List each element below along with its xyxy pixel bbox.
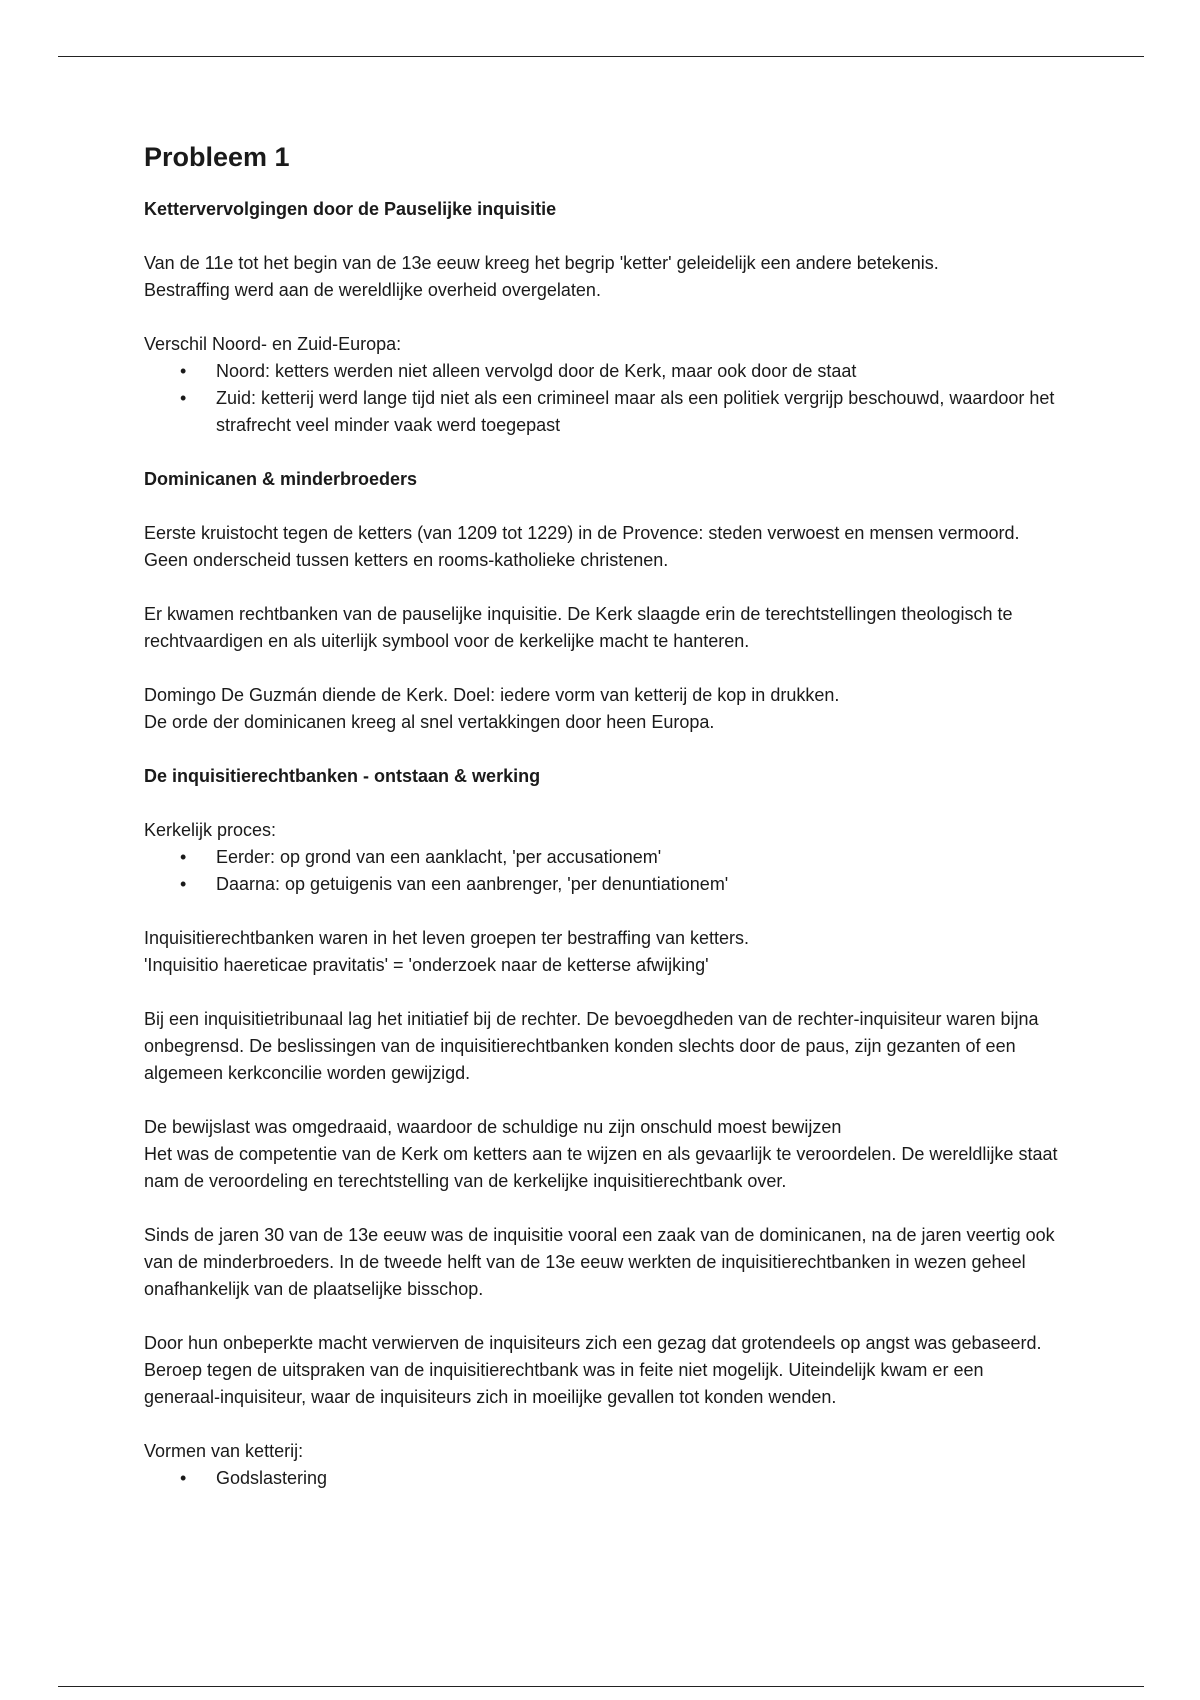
paragraph: Er kwamen rechtbanken van de pauselijke inquisitie. De Kerk slaagde erin de terechtstellingen theologisch te rechtvaardigen en als uiterlijk symbool voor de kerkelijke macht te hanteren. — [144, 604, 1013, 651]
list-label: Verschil Noord- en Zuid-Europa: — [144, 334, 402, 354]
list-item: • Noord: ketters werden niet alleen vervolgd door de Kerk, maar ook door de staat — [216, 358, 1064, 385]
paragraph-line: Bestraffing werd aan de wereldlijke overheid overgelaten. — [144, 280, 601, 300]
bullet-list — [144, 844, 1064, 898]
paragraph-line: Domingo De Guzmán diende de Kerk. Doel: iedere vorm van ketterij de kop in drukken. — [144, 685, 840, 705]
paragraph — [144, 682, 1064, 736]
paragraph: Eerste kruistocht tegen de ketters (van 1209 tot 1229) in de Provence: steden verwoest en mensen vermoord. Geen onderscheid tussen ketters en rooms-katholieke christenen. — [144, 523, 1020, 570]
paragraph: Door hun onbeperkte macht verwierven de inquisiteurs zich een gezag dat grotendeels op angst was gebaseerd. Beroep tegen de uitspraken van de inquisitierechtbank was in feite niet mogelijk. Uiteindelijk kwam er een generaal-inquisiteur, waar de inquisiteurs zich in moeilijke gevallen tot konden wenden. — [144, 1333, 1042, 1407]
paragraph-line: 'Inquisitio haereticae pravitatis' = 'onderzoek naar de ketterse afwijking' — [144, 955, 709, 975]
bullet-icon: • — [180, 1468, 187, 1488]
bullet-icon: • — [180, 361, 187, 381]
section-heading: Kettervervolgingen door de Pauselijke inquisitie — [144, 199, 557, 219]
paragraph: Bij een inquisitietribunaal lag het initiatief bij de rechter. De bevoegdheden van de rechter-inquisiteur waren bijna onbegrensd. De beslissingen van de inquisitierechtbanken konden slechts door de paus, zijn gezanten of een algemeen kerkconcilie worden gewijzigd. — [144, 1009, 1039, 1083]
paragraph — [144, 925, 1064, 979]
bullet-list — [144, 358, 1064, 439]
paragraph-line: Het was de competentie van de Kerk om ketters aan te wijzen en als gevaarlijk te veroordelen. De wereldlijke staat nam de veroordeling en terechtstelling van de kerkelijke inquisitierechtbank over. — [144, 1144, 1058, 1191]
section-heading: De inquisitierechtbanken - ontstaan & werking — [144, 766, 541, 786]
paragraph — [144, 250, 1064, 304]
paragraph-line: Van de 11e tot het begin van de 13e eeuw kreeg het begrip 'ketter' geleidelijk een andere betekenis. — [144, 253, 939, 273]
list-item: • Godslastering — [216, 1465, 1064, 1492]
bullet-icon: • — [180, 388, 187, 408]
bullet-icon: • — [180, 874, 187, 894]
page-title: Probleem 1 — [144, 142, 290, 172]
footer-rule — [58, 1686, 1144, 1687]
document-body — [144, 140, 1064, 1519]
paragraph-line: Inquisitierechtbanken waren in het leven groepen ter bestraffing van ketters. — [144, 928, 750, 948]
paragraph: Sinds de jaren 30 van de 13e eeuw was de inquisitie vooral een zaak van de dominicanen, na de jaren veertig ook van de minderbroeders. In de tweede helft van de 13e eeuw werkten de inquisitierechtbanken in wezen geheel onafhankelijk van de plaatselijke bisschop. — [144, 1225, 1055, 1299]
list-item: • Eerder: op grond van een aanklacht, 'per accusationem' — [216, 844, 1064, 871]
paragraph-line: De orde der dominicanen kreeg al snel vertakkingen door heen Europa. — [144, 712, 715, 732]
bullet-icon: • — [180, 847, 187, 867]
paragraph-line: De bewijslast was omgedraaid, waardoor de schuldige nu zijn onschuld moest bewijzen — [144, 1117, 842, 1137]
list-label: Kerkelijk proces: — [144, 820, 277, 840]
list-item: • Daarna: op getuigenis van een aanbrenger, 'per denuntiationem' — [216, 871, 1064, 898]
paragraph — [144, 1114, 1064, 1195]
section-heading: Dominicanen & minderbroeders — [144, 469, 418, 489]
list-label: Vormen van ketterij: — [144, 1441, 304, 1461]
list-item: • Zuid: ketterij werd lange tijd niet als een crimineel maar als een politiek vergrijp beschouwd, waardoor het strafrecht veel minder vaak werd toegepast — [216, 385, 1064, 439]
header-rule — [58, 56, 1144, 57]
bullet-list — [144, 1465, 1064, 1492]
